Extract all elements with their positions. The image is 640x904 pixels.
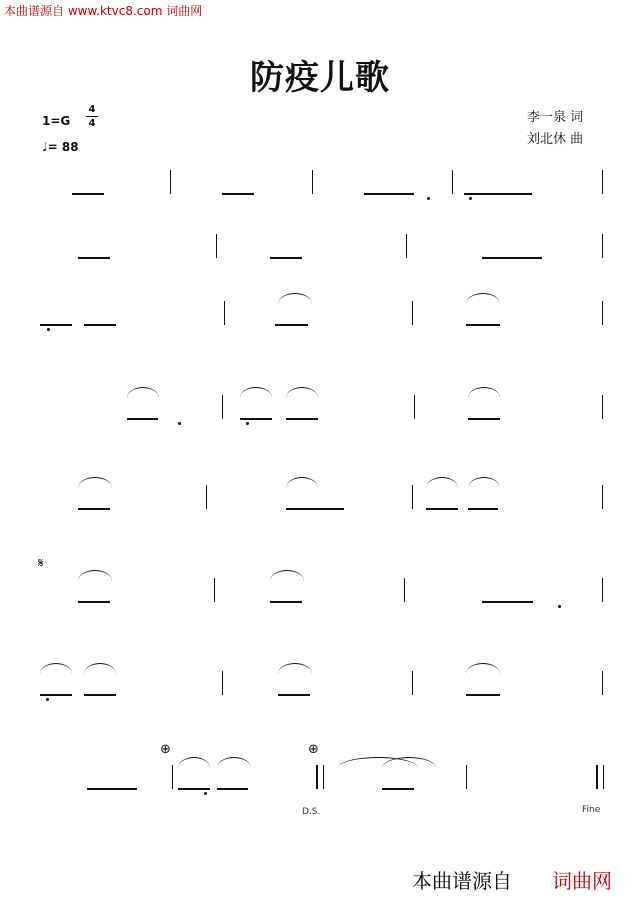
segno-icon: 𝄋 [38,556,44,571]
beam-line [464,193,532,195]
beam-line [286,508,344,510]
beam-line [240,418,272,420]
beam-line [468,418,500,420]
beam-line [270,257,302,259]
beam-line [222,193,254,195]
lyrics-row [0,517,640,545]
bar-line [406,234,407,258]
beam-line [275,324,308,326]
bar-line [466,765,467,789]
ds-label: D.S. [302,807,321,817]
coda-icon: ⊕ [160,742,171,757]
lyrics-row [0,700,640,728]
beam-line [468,508,498,510]
slur [270,570,304,581]
score-row [0,580,640,608]
beam-line [278,694,310,696]
beam-line [127,418,158,420]
slur [278,663,312,674]
composer-credit: 刘北休 曲 [527,132,584,147]
bar-line [404,578,405,602]
tempo-mark: ♩= 88 [42,140,79,154]
bar-line [602,578,603,602]
beam-line [426,508,458,510]
lyrics-row [0,607,640,635]
beam-line [78,257,110,259]
slur [78,477,112,488]
slur [217,757,251,768]
footer-credit-site: 词曲网 [552,869,612,893]
octave-dot [47,328,50,331]
octave-dot [204,792,207,795]
bar-line [323,765,324,789]
score-row [0,487,640,515]
slur [78,570,112,581]
bar-line [602,671,603,695]
bar-line [216,234,217,258]
slur [40,663,72,674]
bar-line [602,234,603,258]
score-row [0,303,640,331]
bar-line [222,671,223,695]
octave-dot [178,422,181,425]
slur [240,387,272,398]
beam-line [286,418,318,420]
beam-line [78,508,110,510]
song-title: 防疫儿歌 [250,58,390,98]
beam-line [87,788,137,790]
octave-dot [246,422,249,425]
bar-line [602,301,603,325]
score-row [0,397,640,425]
beam-line [78,601,110,603]
bar-line [412,485,413,509]
beam-line [466,694,500,696]
slur [178,757,210,768]
beam-line [382,788,414,790]
time-signature-bottom: 4 [88,118,96,129]
bar-line [206,485,207,509]
bar-line [602,395,603,419]
time-signature-top: 4 [88,104,96,115]
bar-line [312,170,313,194]
fine-label: Fine [582,805,601,815]
bar-line [224,301,225,325]
bar-line [602,485,603,509]
footer-credit-source: 本曲谱源自 [412,869,512,893]
bar-line [412,301,413,325]
source-credit: 本曲谱源自 www.ktvc8.com 词曲网 [4,4,203,18]
bar-line [316,765,318,789]
beam-line [482,601,533,603]
beam-line [364,193,414,195]
slur [278,293,312,304]
slur [468,387,500,398]
bar-line [603,765,604,789]
slur [466,293,500,304]
beam-line [40,324,72,326]
slur [286,477,318,488]
lyrics-row [0,332,640,360]
score-row [0,236,640,264]
slur [84,663,116,674]
bar-line [214,578,215,602]
beam-line [217,788,248,790]
slur [426,477,458,488]
coda-icon: ⊕ [308,742,319,757]
score-row [0,673,640,701]
bar-line [172,765,173,789]
bar-line [412,671,413,695]
bar-line [596,765,598,789]
octave-dot [469,197,472,200]
time-signature [86,104,98,129]
beam-line [482,257,542,259]
beam-line [178,788,210,790]
lyricist-credit: 李一泉 词 [527,110,584,125]
slur [127,387,159,398]
score-row [0,767,640,795]
beam-line [84,324,116,326]
beam-line [270,601,302,603]
slur [466,663,500,674]
beam-line [84,694,116,696]
bar-line [414,395,415,419]
beam-line [72,193,104,195]
bar-line [452,170,453,194]
slur [468,477,500,488]
lyrics-row [0,427,640,455]
bar-line [222,395,223,419]
score-row [0,172,640,200]
beam-line [466,324,500,326]
bar-line [602,170,603,194]
beam-line [40,694,72,696]
bar-line [170,170,171,194]
slur [286,387,318,398]
octave-dot [427,197,430,200]
key-signature: 1=G [42,114,71,128]
